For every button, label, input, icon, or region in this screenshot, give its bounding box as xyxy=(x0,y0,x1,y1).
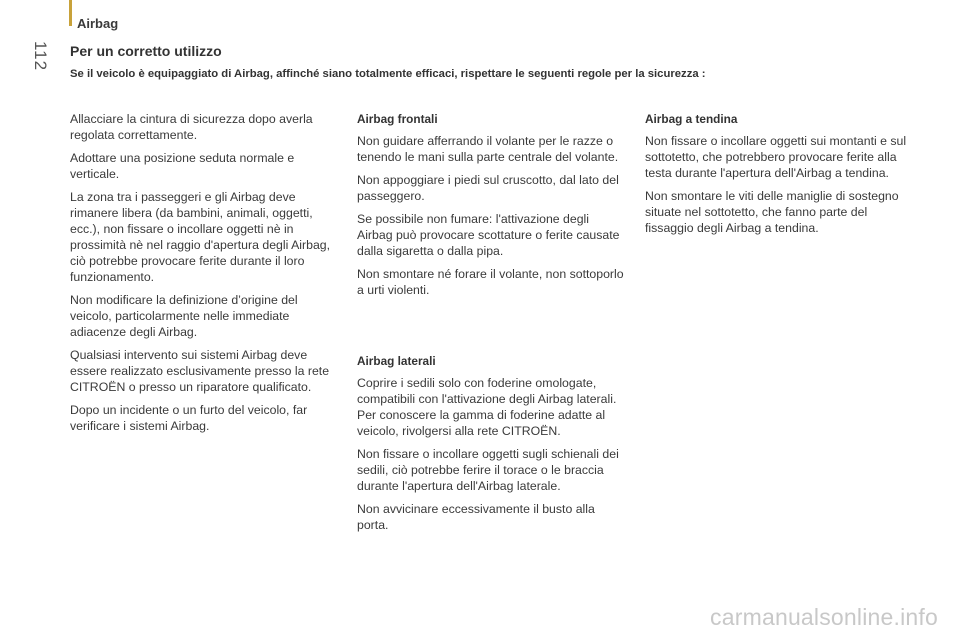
heading-airbag-a-tendina: Airbag a tendina xyxy=(645,112,738,126)
chapter-title: Airbag xyxy=(77,16,119,31)
paragraph: La zona tra i passeggeri e gli Airbag deve rimanere libera (da bambini, animali, oggetti, ecc.), non fissare o incollare oggetti nè in prossimità nè nel raggio d'apertura degli Airbag, ciò potrebbe provocare ferite durante il loro funzionamento. xyxy=(70,190,331,284)
page-number: 112 xyxy=(31,40,50,72)
paragraph: Non fissare o incollare oggetti sugli schienali dei sedili, ciò potrebbe ferire il torace o le braccia durante l'apertura dell'Airbag laterale. xyxy=(357,447,619,493)
heading-airbag-laterali: Airbag laterali xyxy=(357,354,436,368)
column-general-rules xyxy=(70,111,340,441)
paragraph: Allacciare la cintura di sicurezza dopo averla regolata correttamente. xyxy=(70,112,313,142)
heading-airbag-frontali: Airbag frontali xyxy=(357,112,438,126)
paragraph: Non guidare afferrando il volante per le razze o tenendo le mani sulla parte centrale del volante. xyxy=(357,134,619,164)
paragraph: Non fissare o incollare oggetti sui montanti e sul sottotetto, che potrebbero provocare ferite alla testa durante l'apertura dell'Airbag a tendina. xyxy=(645,134,907,180)
paragraph: Non avvicinare eccessivamente il busto alla porta. xyxy=(357,502,595,532)
column-frontal-lateral xyxy=(357,111,627,540)
site-watermark: carmanualsonline.info xyxy=(710,604,938,630)
paragraph: Coprire i sedili solo con foderine omologate, compatibili con l'attivazione degli Airbag laterali. Per conoscere la gamma di foderine adatte al veicolo, rivolgersi alla rete CITROËN. xyxy=(357,376,617,438)
paragraph: Non appoggiare i piedi sul cruscotto, dal lato del passeggero. xyxy=(357,173,619,203)
paragraph: Dopo un incidente o un furto del veicolo, far verificare i sistemi Airbag. xyxy=(70,403,308,433)
section-title: Per un corretto utilizzo xyxy=(70,43,222,59)
paragraph: Non smontare né forare il volante, non sottoporlo a urti violenti. xyxy=(357,267,624,297)
paragraph: Qualsiasi intervento sui sistemi Airbag deve essere realizzato esclusivamente presso la rete CITROËN o presso un riparatore qualificato. xyxy=(70,348,330,394)
header-accent-bar xyxy=(69,0,72,26)
paragraph: Non smontare le viti delle maniglie di sostegno situate nel sottotetto, che fanno parte del fissaggio degli Airbag a tendina. xyxy=(645,189,899,235)
spacer xyxy=(357,305,627,353)
paragraph: Se possibile non fumare: l'attivazione degli Airbag può provocare scottature o ferite causate dalla sigaretta o dalla pipa. xyxy=(357,212,620,258)
section-intro: Se il veicolo è equipaggiato di Airbag, affinché siano totalmente efficaci, rispettare le seguenti regole per la sicurezza : xyxy=(70,68,706,80)
column-curtain xyxy=(645,111,915,243)
paragraph: Adottare una posizione seduta normale e verticale. xyxy=(70,151,295,181)
paragraph: Non modificare la definizione d’origine del veicolo, particolarmente nelle immediate adiacenze degli Airbag. xyxy=(70,293,298,339)
